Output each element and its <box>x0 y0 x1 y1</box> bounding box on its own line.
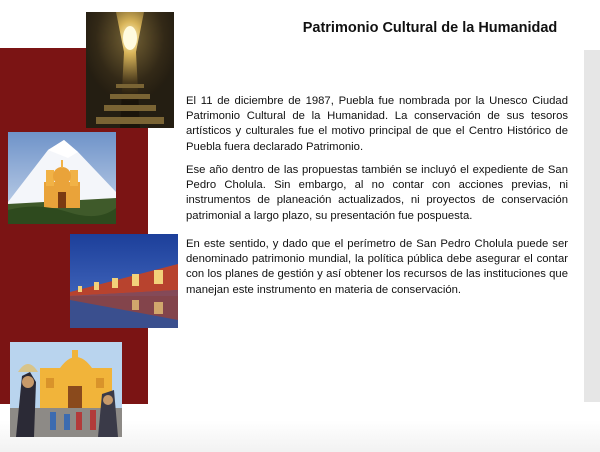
arcade-photo <box>70 234 178 328</box>
page-title: Patrimonio Cultural de la Humanidad <box>302 20 558 36</box>
paragraph-1: El 11 de diciembre de 1987, Puebla fue nombrada por la Unesco Ciudad Patrimonio Cultural de la Humanidad. La conservación de sus tesoros artísticos y culturales fue el motivo principal de que el Centro Histórico de Puebla fuera declarado Patrimonio. <box>186 95 568 153</box>
tunnel-photo <box>86 12 174 128</box>
right-side-bar <box>584 50 600 402</box>
paragraph-3: En este sentido, y dado que el perímetro de San Pedro Cholula puede ser denominado patrimonio mundial, la política pública debe asegurar el contar con los planes de gestión y así obtener los recursos de las instituciones que manejan este instrumento en materia de conservación. <box>186 238 568 296</box>
paragraph-2: Ese año dentro de las propuestas también se incluyó el expediente de San Pedro Cholula. Sin embargo, al no contar con acciones previas, ni instrumentos de planeación actualizados, ni proyectos de conservación patrimonial a largo plazo, su presentación fue pospuesta. <box>186 164 568 222</box>
church-volcano-photo <box>8 132 116 224</box>
festival-church-photo <box>10 342 122 437</box>
